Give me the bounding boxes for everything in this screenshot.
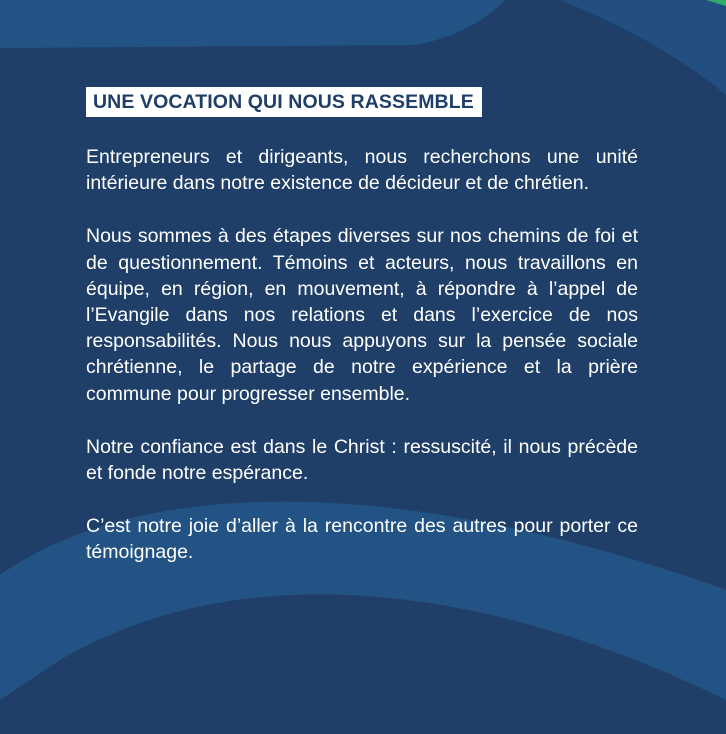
section-heading: UNE VOCATION QUI NOUS RASSEMBLE bbox=[86, 87, 482, 117]
top-swoosh-shape bbox=[0, 0, 505, 48]
paragraph-1: Entrepreneurs et dirigeants, nous recherchons une unité intérieure dans notre existence de décideur et de chrétien. bbox=[86, 146, 638, 195]
paragraph-2: Nous sommes à des étapes diverses sur nos chemins de foi et de questionnement. Témoins et acteurs, nous travaillons en équipe, en région, en mouvement, à répondre à l’appel de l’Evangile dans nos relations et dans l’exercice de nos responsabilités. Nous nous appuyons sur la pensée sociale chrétienne, le partage de notre expérience et la prière commune pour progresser ensemble. bbox=[86, 225, 638, 405]
text-block bbox=[86, 87, 638, 593]
paragraph-3: Notre confiance est dans le Christ : ressuscité, il nous précède et fonde notre espérance. bbox=[86, 435, 638, 485]
paragraph-4: C’est notre joie d’aller à la rencontre des autres pour porter ce témoignage. bbox=[86, 515, 638, 564]
